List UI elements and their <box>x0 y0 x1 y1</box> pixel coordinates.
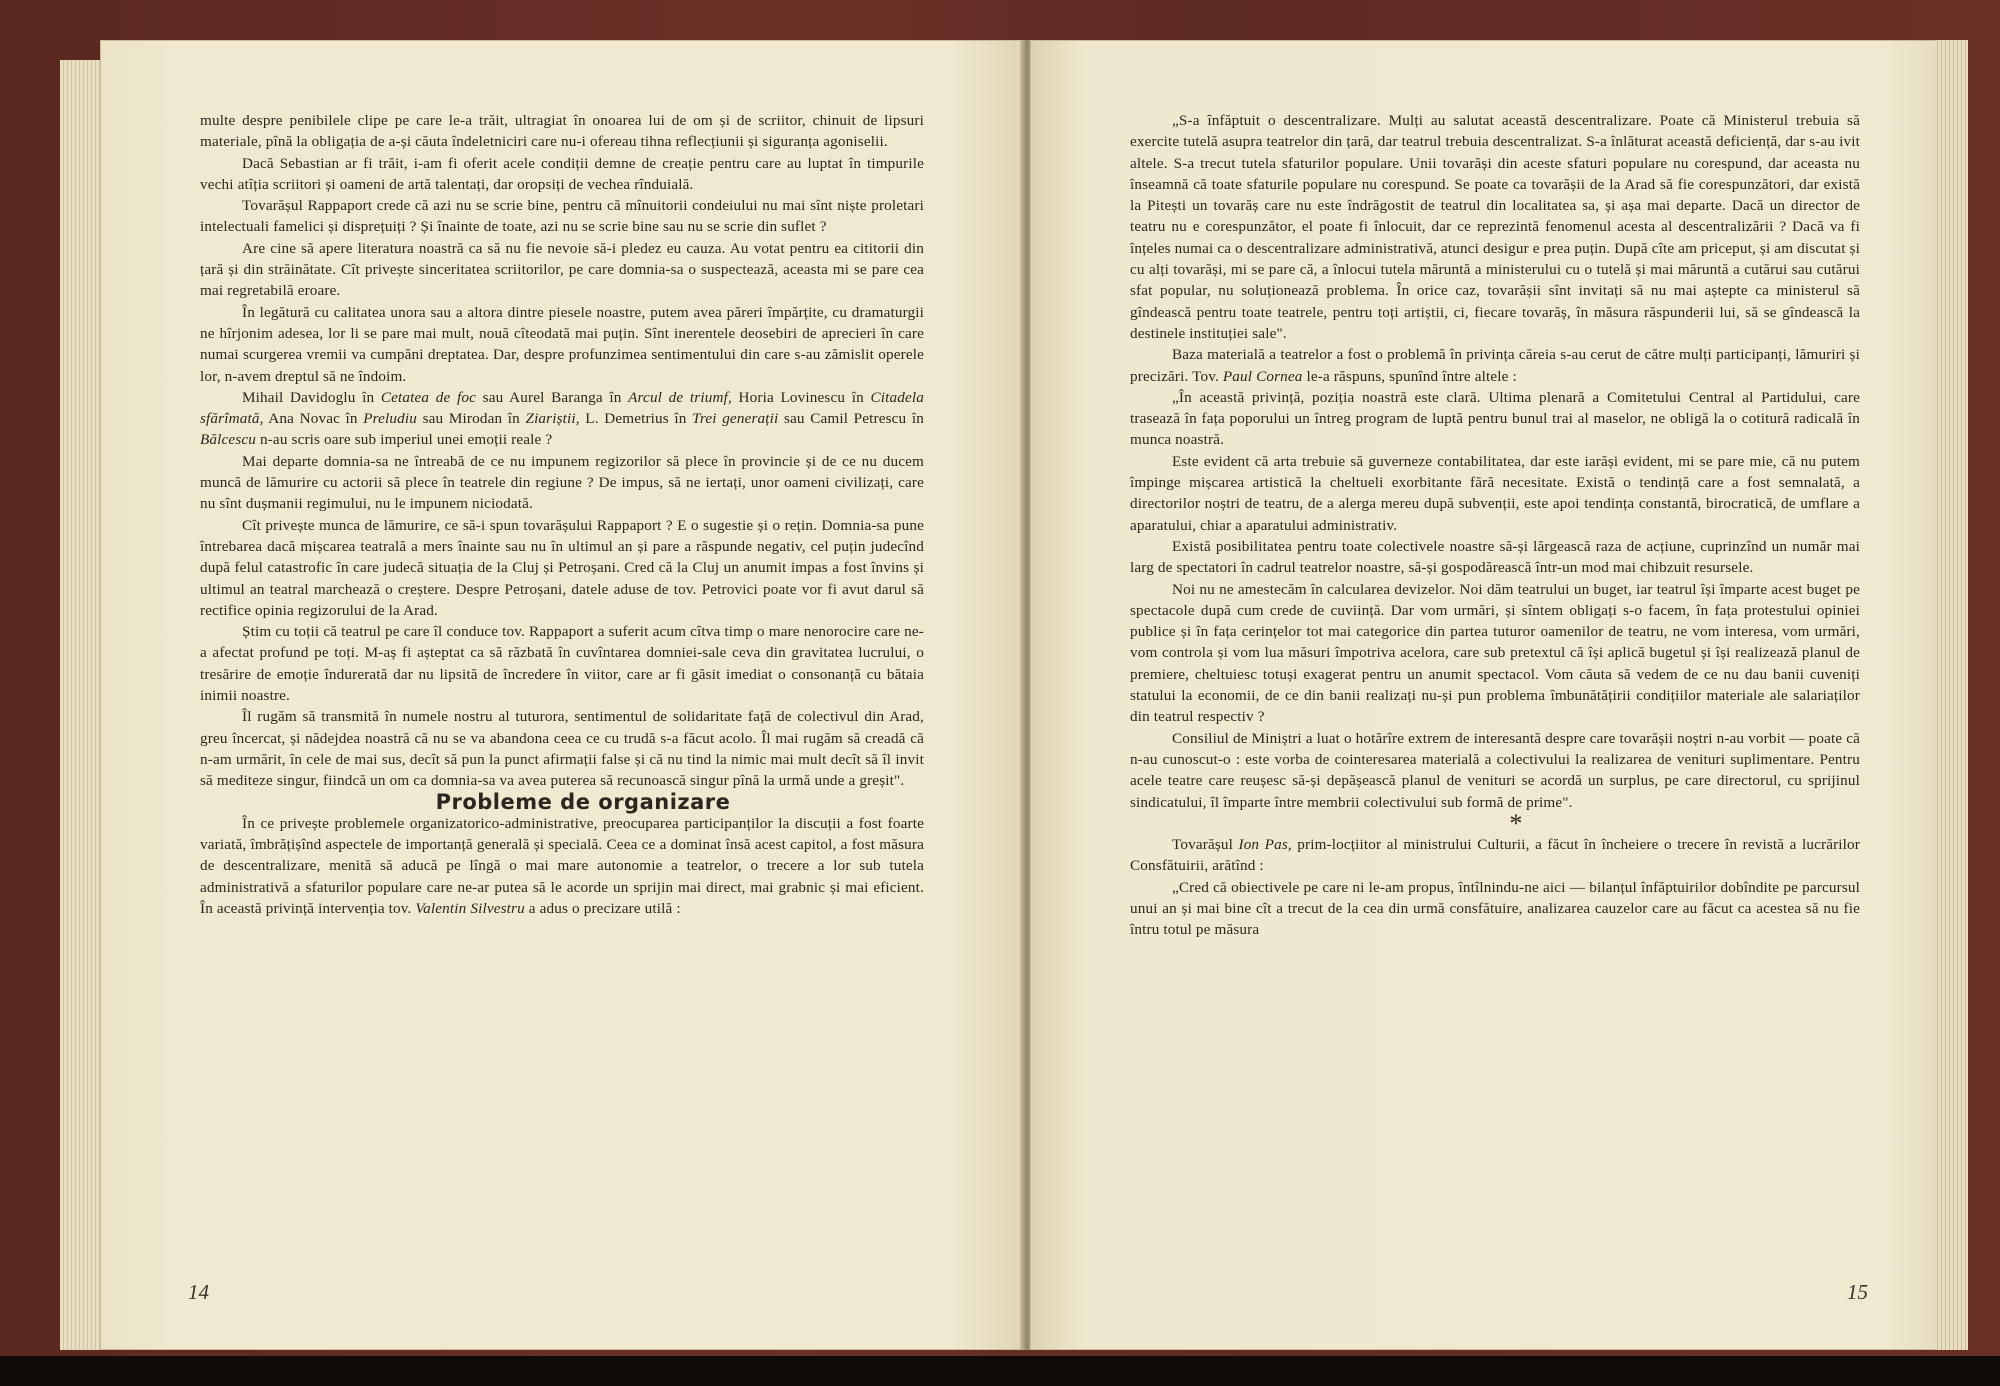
left-paragraphs <box>200 110 924 792</box>
left-page-text <box>200 110 924 919</box>
paragraph: Mai departe domnia-sa ne întreabă de ce nu impunem regizorilor să plece în provincie și de ce nu ducem muncă de lămurire cu actorii să plece în teatrele din regiune ? De impus, să ne iertați, unor oameni civilizați, care nu sînt dușmanii regimului, nu le impunem niciodată. <box>200 452 924 513</box>
paragraph: Știm cu toții că teatrul pe care îl conduce tov. Rappaport a suferit acum cîtva timp o mare nenorocire care ne-a afectat profund pe toți. M-aș fi așteptat ca să răzbată în cuvîntarea domniei-sale ceva din gravitatea lucrului, o tresărire de emoție îndurerată dar nu lipsită de încredere în viitor, care ar fi găsit imediat o consonanță cu bătaia inimii noastre. <box>200 623 924 705</box>
paragraph: În legătură cu calitatea unora sau a altora dintre piesele noastre, putem avea păreri împărțite, cu dramaturgii ne hîrjonim adesea, lor li se pare mai mult, nouă cîteodată mai puțin. Sînt inerentele deosebiri de aprecieri în care numai scurgerea vremii va cumpăni dreptatea. Dar, despre profunzimea sentimentului din care s-au zămislit operele lor, n-avem dreptul să ne îndoim. <box>200 303 924 385</box>
paragraph: Are cine să apere literatura noastră ca să nu fie nevoie să-i pledez eu cauza. Au votat pentru ea cititorii din țară și din străinătate. Cît privește sinceritatea scriitorilor, pe care domnia-sa o suspectează, aceasta mi se pare cea mai regretabilă eroare. <box>200 239 924 300</box>
paragraph: „S-a înfăptuit o descentralizare. Mulți au salutat această descentralizare. Poate că Ministerul trebuia să exercite tutelă asupra teatrelor din țară, dar teatrul trebuia descentralizat. S-a înlăturat această deficiență, dar s-au ivit altele. S-a trecut tutela sfaturilor populare. Unii tovarăși din aceste sfaturi populare nu corespund, dar aceasta nu înseamnă că toate sfaturile populare nu corespund. Se poate ca tovarășii de la Arad să fie corespunzători, dar există la Pitești un tovarăș care nu este îndrăgostit de teatrul din localitatea sa, și așa mai departe. Dacă un director de teatru nu e corespunzător, el poate fi înlocuit, dar ce reprezintă fenomenul acesta al descentralizării ? Dacă va fi înțeles numai ca o descentralizare administrativă, atunci desigur e prea puțin. După cîte am priceput, și am discutat și cu alți tovarăși, mi se pare că, a înlocui tutela măruntă a ministerului cu o tutelă și mai măruntă a cutărui sau cutărui sfat popular, nu soluționează problema. În orice caz, tovarășii sînt invitați să nu mai aștepte ca ministerul să gîndească pentru toate teatrele, pentru toți artiștii, ci, fiecare tovarăș, în măsura răspunderii lui, să se gîndească la destinele instituției sale". <box>1130 112 1860 342</box>
page-edges-right <box>1938 40 1968 1350</box>
table-shadow <box>0 1356 2000 1386</box>
right-after-separator <box>1130 834 1860 940</box>
left-after-heading <box>200 813 924 919</box>
paragraph: Tovarășul Ion Pas, prim-locțiitor al ministrului Culturii, a făcut în încheiere o trecere în revistă a lucrărilor Consfătuirii, arătînd : <box>1130 836 1860 875</box>
paragraph: Îl rugăm să transmită în numele nostru al tuturora, sentimentul de solidaritate față de colectivul din Arad, greu încercat, și nădejdea noastră că nu se va abandona ceea ce cu trudă s-a făcut acolo. Îl mai rugăm să creadă că n-am urmărit, în cele de mai sus, decît să pun la punct afirmații false și că nu tind la nimic mai mult decît să îl invit să mediteze singur, fiindcă un om ca domnia-sa va avea puterea să recunoască singur pînă la urmă unde a greșit". <box>200 708 924 790</box>
right-page-text <box>1130 110 1860 941</box>
left-page <box>100 40 1023 1350</box>
paragraph: „Cred că obiectivele pe care ni le-am propus, întîlnindu-ne aici — bilanțul înfăptuirilor dobîndite pe parcursul unui an și mai bine cît a trecut de la cea din urmă consfătuire, analizarea cauzelor care au făcut ca acestea să nu fie întru totul pe măsura <box>1130 878 1860 939</box>
paragraph: Cît privește munca de lămurire, ce să-i spun tovarășului Rappaport ? E o sugestie și o rețin. Domnia-sa pune întrebarea dacă mișcarea teatrală a mers înainte sau nu în ultimul an și pare a răspunde negativ, cel puțin judecînd după felul catastrofic în care judecă situația de la Cluj și Petroșani. Cred că la Cluj un anumit impas a fost învins și ultimul an teatral marchează o creștere. Despre Petroșani, datele aduse de tov. Petrovici poate vor fi avut darul să rectifice opinia regizorului de la Arad. <box>200 516 924 619</box>
page-number-right: 15 <box>1847 1280 1868 1304</box>
paragraph: În ce privește problemele organizatorico-administrative, preocuparea participanților la discuții a fost foarte variată, îmbrățișînd aspectele de importanță generală și specială. Ceea ce a dominat însă acest capitol, a fost măsura de descentralizare, menită să aducă pe lîngă o mai mare autonomie a teatrelor, o trecere a lor sub tutela administrativă a sfaturilor populare care ne-ar putea să le acorde un sprijin mai direct, mai grabnic și mai eficient. În această privință intervenția tov. Valentin Silvestru a adus o precizare utilă : <box>200 814 924 917</box>
paragraph: Noi nu ne amestecăm în calcularea devizelor. Noi dăm teatrului un buget, iar teatrul își împarte acest buget pe spectacole după cum crede de cuviință. Dar vom urmări, și sîntem obligați s-o facem, în fața protestului opiniei publice și în fața cerințelor tot mai categorice din partea tuturor oamenilor de teatru, ne vom interesa, vom urmări, vom controla și vom lua măsuri împotriva acelora, care sub pretextul că își aplică bugetul și își realizează planul de premiere, cheltuiesc totuși exagerat pentru un anumit spectacol. Vom căuta să vedem de ce nu dau banii cuveniți statului la economii, de ce din banii realizați nu-și pun problema îmbunătățirii condițiilor materiale ale salariaților din teatrul respectiv ? <box>1130 580 1860 726</box>
section-heading: Probleme de organizare <box>435 789 731 814</box>
paragraph: Baza materială a teatrelor a fost o problemă în privința căreia s-au cerut de către mulți participanți, lămuriri și precizări. Tov. Paul Cornea le-a răspuns, spunînd între altele : <box>1130 346 1860 385</box>
paragraph: „În această privință, poziția noastră este clară. Ultima plenară a Comitetului Central al Partidului, care trasează în fața poporului un întreg program de luptă pentru bunul trai al maselor, ne obligă la o cotitură radicală în munca noastră. <box>1130 388 1860 449</box>
right-paragraphs <box>1130 110 1860 813</box>
paragraph: Mihail Davidoglu în Cetatea de foc sau Aurel Baranga în Arcul de triumf, Horia Lovinescu în Citadela sfărîmată, Ana Novac în Preludiu sau Mirodan în Ziariștii, L. Demetrius în Trei generații sau Camil Petrescu în Bălcescu n-au scris oare sub imperiul unei emoții reale ? <box>200 388 924 449</box>
right-page <box>1030 40 1938 1350</box>
paragraph: Dacă Sebastian ar fi trăit, i-am fi oferit acele condiții demne de creație pentru care au luptat în timpurile vechi atîția scriitori și oameni de artă talentați, dar oropsiți de vechea rînduială. <box>200 154 924 193</box>
section-separator: * <box>1509 808 1523 838</box>
page-edges-left <box>60 60 104 1350</box>
paragraph: multe despre penibilele clipe pe care le-a trăit, ultragiat în onoarea lui de om și de scriitor, chinuit de lipsuri materiale, pînă la obligația de a-și căuta îndeletniciri care nu-i ofereau tihna reflecțiunii și siguranța agoniselii. <box>200 112 924 151</box>
page-number-left: 14 <box>188 1280 209 1304</box>
paragraph: Există posibilitatea pentru toate colectivele noastre să-și lărgească raza de acțiune, cuprinzînd un număr mai larg de spectatori în cadrul teatrelor noastre, să-și gospodărească într-un mod mai chibzuit resursele. <box>1130 537 1860 577</box>
paragraph: Consiliul de Miniștri a luat o hotărîre extrem de interesantă despre care tovarășii noștri n-au vorbit — poate că n-au cunoscut-o : este vorba de cointeresarea materială a colectivului la realizarea de venituri suplimentare. Pentru acele teatre care reușesc să-și depășească planul de venituri se acordă un surplus, pe care directorul, cu sprijinul sindicatului, îl împarte între membrii colectivului sub formă de prime". <box>1130 729 1860 811</box>
paragraph: Tovarășul Rappaport crede că azi nu se scrie bine, pentru că mînuitorii condeiului nu mai sînt niște proletari intelectuali famelici și disprețuiți ? Și înainte de toate, azi nu se scrie bine sau nu se scrie din suflet ? <box>200 197 924 236</box>
paragraph: Este evident că arta trebuie să guverneze contabilitatea, dar este iarăși evident, mi se pare mie, că nu putem împinge mișcarea artistică la cheltueli exorbitante fără necesitate. Există o tendință care a fost semnalată, a directorilor noștri de teatru, de a alerga mereu după subvenții, este apoi tendința constantă, birocratică, de umflare a aparatului, chiar a aparatului administrativ. <box>1130 452 1860 534</box>
